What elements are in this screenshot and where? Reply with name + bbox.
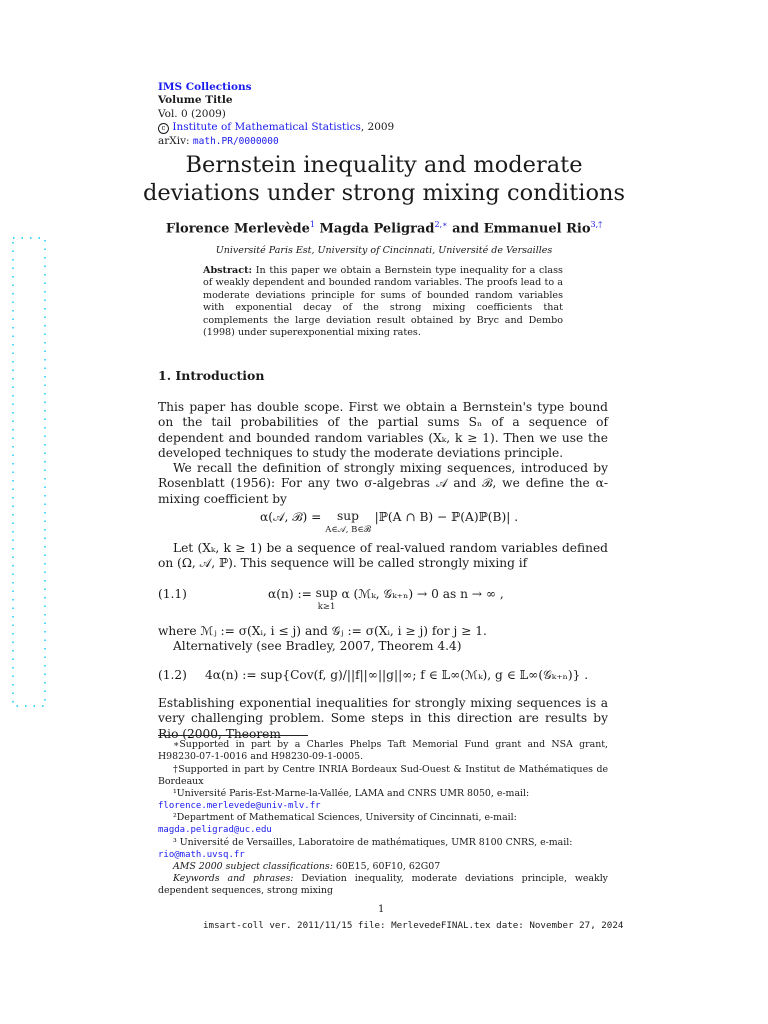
- email-link-2[interactable]: magda.peligrad@uc.edu: [158, 825, 272, 836]
- equation-number-1-2: (1.2): [158, 668, 187, 682]
- section-heading: 1. Introduction: [158, 368, 265, 383]
- author-2: Magda Peligrad: [319, 221, 435, 237]
- author-1: Florence Merlevède: [165, 221, 310, 237]
- email-link-3[interactable]: rio@math.uvsq.fr: [158, 850, 245, 861]
- footnote-1: [158, 788, 608, 813]
- footnote-2-text: ²Department of Mathematical Sciences, University of Cincinnati, e-mail:: [173, 812, 517, 823]
- eq1-rhs: α (ℳₖ, 𝒢ₖ₊ₙ) → 0 as n → ∞ ,: [341, 587, 504, 601]
- eq1-sub: k≥1: [317, 602, 336, 612]
- footnote-2: [158, 812, 608, 837]
- eq1-sup: sup: [315, 586, 338, 600]
- journal-header: [158, 81, 394, 148]
- collection-link[interactable]: IMS Collections: [158, 81, 252, 93]
- author-and: and: [452, 221, 480, 237]
- equation-alpha: [260, 510, 518, 536]
- footnote-rule: [158, 735, 308, 736]
- paragraph-4a: where ℳⱼ := σ(Xᵢ, i ≤ j) and 𝒢ⱼ := σ(Xᵢ, i ≥ j) for j ≥ 1.: [158, 624, 487, 638]
- abstract-text: In this paper we obtain a Bernstein type inequality for a class of weakly dependent and bounded random variables. The proofs lead to a moderate deviations principle for sums of bounded random variables with exponential decay of the strong mixing coefficients that complements the large deviation result obtained by Bryc and Dembo (1998) under superexponential mixing rates.: [203, 265, 563, 339]
- abstract: [203, 265, 563, 339]
- title-line-1: Bernstein inequality and moderate: [185, 152, 583, 178]
- affiliations: Université Paris Est, University of Cincinnati, Université de Versailles: [215, 245, 553, 256]
- copyright-icon: c: [158, 123, 169, 134]
- keywords-label: Keywords and phrases:: [173, 873, 294, 884]
- equation-1-2: 4α(n) := sup{Cov(f, g)/||f||∞||g||∞; f ∈ 𝕃∞(ℳₖ), g ∈ 𝕃∞(𝒢ₖ₊ₙ)} .: [205, 668, 589, 682]
- footnote-dagger: †Supported in part by Centre INRIA Bordeaux Sud-Ouest & Institut de Mathématiques de Bordeaux: [158, 764, 608, 788]
- margin-dotted-box-outline: [13, 238, 45, 706]
- arxiv-line: [158, 135, 394, 148]
- keywords-text: Deviation inequality, moderate deviations principle, weakly dependent sequences, strong mixing: [158, 873, 608, 897]
- eq-alpha-sub: A∈𝒜, B∈ℬ: [325, 525, 371, 535]
- paragraph-5: Establishing exponential inequalities for strongly mixing sequences is a very challenging problem. Some steps in this direction are results by Rio (2000, Theorem: [158, 696, 608, 741]
- page-number: 1: [378, 904, 385, 915]
- copyright-year: , 2009: [360, 121, 395, 134]
- paragraph-2: We recall the definition of strongly mixing sequences, introduced by Rosenblatt (1956): For any two σ-algebras 𝒜 and ℬ, we define the α-mixing coefficient by: [158, 461, 608, 506]
- footnote-3: [158, 837, 608, 862]
- paper-title: [120, 151, 648, 207]
- author-3-ref[interactable]: 3,†: [590, 220, 603, 229]
- abstract-label: Abstract:: [203, 265, 253, 276]
- title-line-2: deviations under strong mixing conditions: [142, 180, 626, 206]
- equation-1-1: [268, 587, 504, 613]
- footnote-3-text: ³ Université de Versailles, Laboratoire de mathématiques, UMR 8100 CNRS, e-mail:: [173, 837, 573, 848]
- arxiv-label: arXiv:: [158, 134, 193, 147]
- msc-label: AMS 2000 subject classifications:: [173, 861, 333, 872]
- arxiv-link[interactable]: math.PR/0000000: [192, 135, 279, 147]
- paragraph-4b: Alternatively (see Bradley, 2007, Theorem 4.4): [173, 639, 462, 653]
- page-footer: imsart-coll ver. 2011/11/15 file: MerlevedeFINAL.tex date: November 27, 2024: [203, 920, 624, 931]
- author-1-ref[interactable]: 1: [309, 220, 315, 229]
- author-3: Emmanuel Rio: [483, 221, 591, 237]
- eq1-lhs: α(n) :=: [268, 587, 316, 601]
- author-list: [120, 220, 648, 236]
- email-link-1[interactable]: florence.merlevede@univ-mlv.fr: [158, 801, 321, 812]
- institute-link[interactable]: Institute of Mathematical Statistics: [172, 121, 361, 134]
- eq1-sup-block: [316, 587, 338, 613]
- equation-number-1-1: (1.1): [158, 587, 187, 601]
- msc-codes: 60E15, 60F10, 62G07: [332, 861, 441, 872]
- author-2-ref[interactable]: 2,∗: [434, 220, 448, 229]
- copyright-line: [158, 121, 394, 134]
- msc-classification: [158, 861, 608, 873]
- eq-alpha-lhs: α(𝒜, ℬ) =: [260, 510, 326, 524]
- eq-alpha-sup-block: [325, 510, 371, 536]
- volume-title: Volume Title: [158, 94, 233, 107]
- eq-alpha-rhs: |ℙ(A ∩ B) − ℙ(A)ℙ(B)| .: [374, 510, 519, 524]
- eq-alpha-sup: sup: [337, 509, 359, 523]
- volume-number: Vol. 0 (2009): [158, 107, 226, 120]
- margin-dotted-box: [12, 237, 46, 707]
- footnote-star: ∗Supported in part by a Charles Phelps Taft Memorial Fund grant and NSA grant, H98230-07-1-0016 and H98230-09-1-0005.: [158, 739, 608, 763]
- keywords: [158, 873, 608, 898]
- paragraph-3: Let (Xₖ, k ≥ 1) be a sequence of real-valued random variables defined on (Ω, 𝒜, ℙ). This sequence will be called strongly mixing if: [158, 541, 608, 571]
- paragraph-1: This paper has double scope. First we obtain a Bernstein's type bound on the tail probabilities of the partial sums Sₙ of a sequence of dependent and bounded random variables (Xₖ, k ≥ 1). Then we use the developed techniques to study the moderate deviations principle.: [158, 400, 608, 460]
- footnote-1-text: ¹Université Paris-Est-Marne-la-Vallée, LAMA and CNRS UMR 8050, e-mail:: [173, 788, 530, 799]
